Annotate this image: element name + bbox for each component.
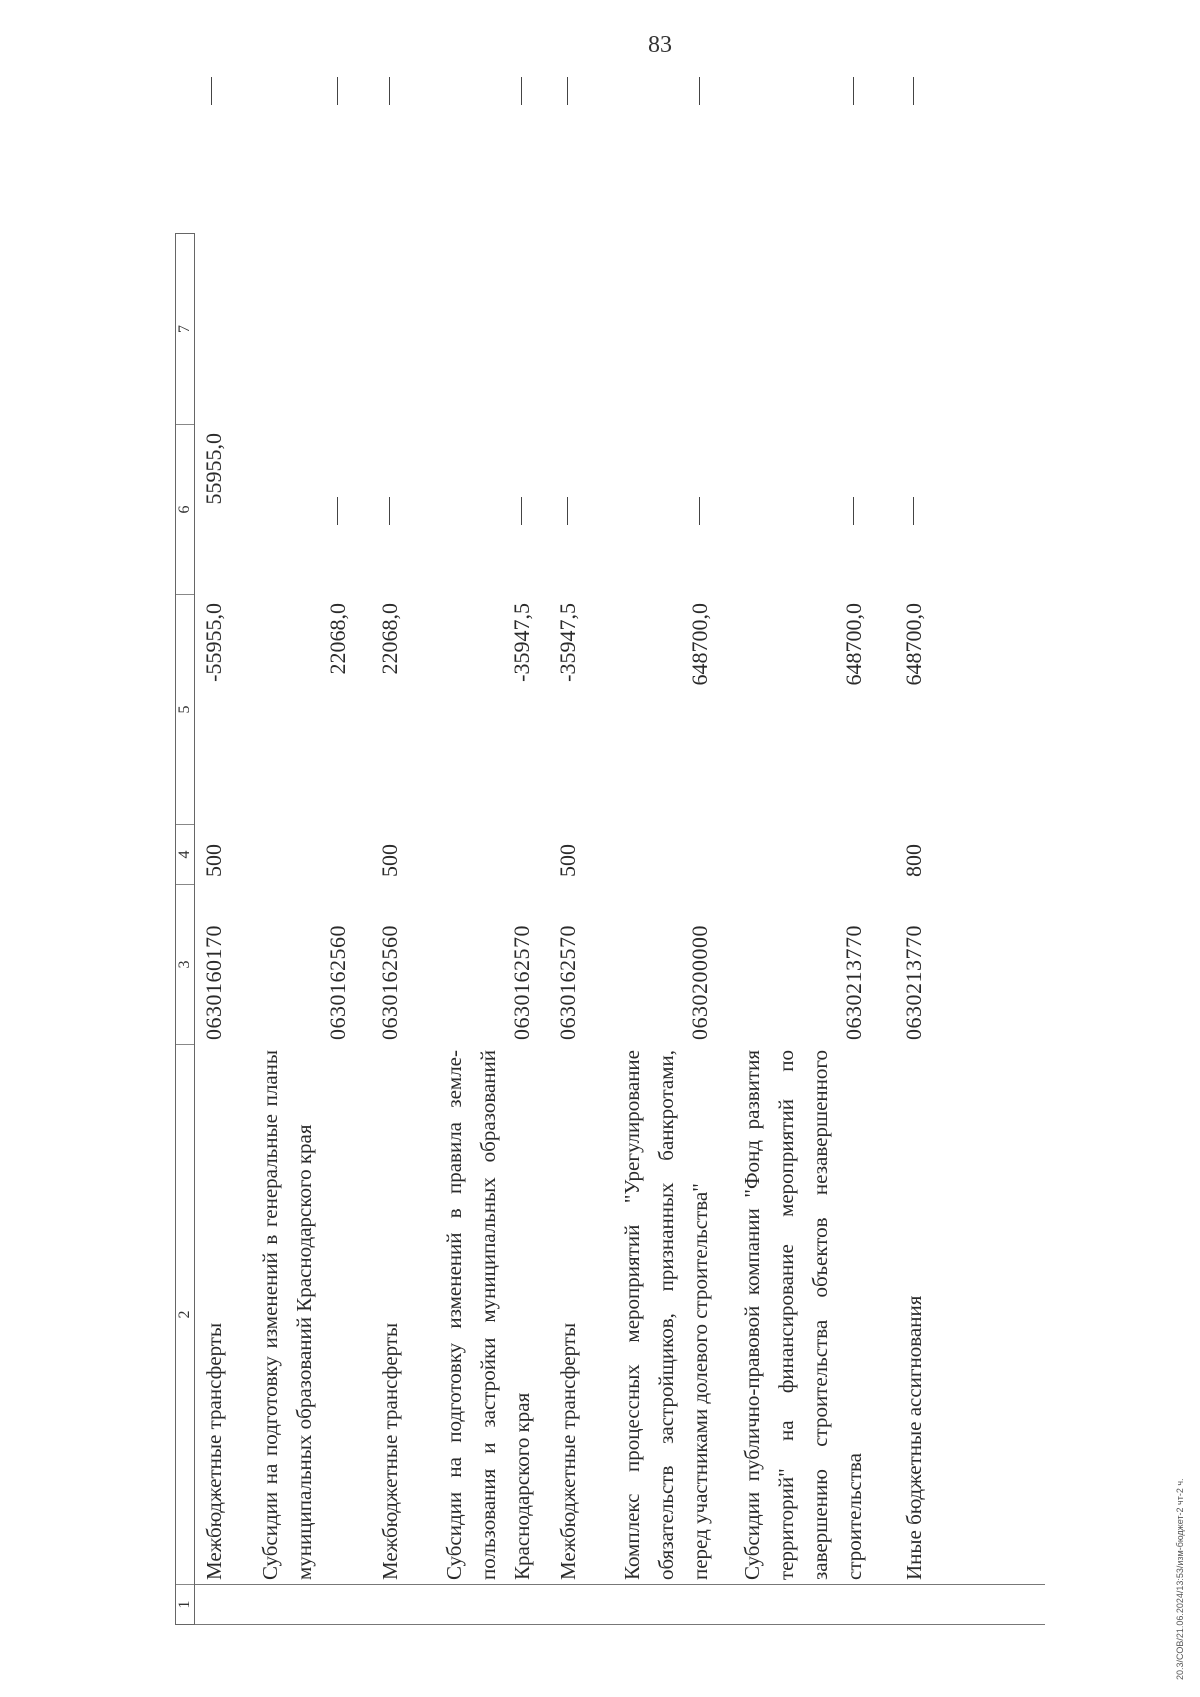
row-code: 0630200000 (687, 925, 712, 1040)
dash-mark (521, 497, 522, 525)
page-number: 83 (648, 32, 672, 58)
row-amount-col6: 55955,0 (201, 433, 226, 505)
row-name: Межбюджетные трансферты (202, 1322, 226, 1580)
header-col-7: 7 (176, 325, 193, 333)
header-col-5: 5 (176, 594, 194, 824)
dash-mark (567, 77, 568, 105)
row-code: 0630213770 (901, 925, 926, 1040)
row-amount-col5: 648700,0 (687, 603, 712, 686)
row-name: Иные бюджетные ассигнования (902, 1295, 926, 1580)
row-expense-type: 500 (201, 844, 226, 877)
table-column-divider (195, 1584, 1045, 1585)
row-name: Субсидии публично-правовой компании "Фонд развития территорий" на финансирование мероприятий по завершению строительства объектов незавершенного строительства (740, 1050, 866, 1580)
budget-table (175, 65, 1045, 1625)
dash-mark (853, 77, 854, 105)
row-name: Межбюджетные трансферты (378, 1322, 402, 1580)
row-code: 0630162560 (377, 925, 402, 1040)
row-expense-type: 800 (901, 844, 926, 877)
dash-mark (389, 77, 390, 105)
header-col-1: 1 (176, 1584, 194, 1624)
row-code: 0630213770 (841, 925, 866, 1040)
row-code: 0630160170 (201, 925, 226, 1040)
row-code: 0630162560 (325, 925, 350, 1040)
table-header (175, 233, 195, 1625)
dash-mark (337, 497, 338, 525)
row-code: 0630162570 (555, 925, 580, 1040)
table-left-border (195, 1624, 1045, 1625)
row-name: Комплекс процессных мероприятий "Урегулирование обязательств застройщиков, признанных банкротами, перед участниками долевого строительства" (620, 1050, 712, 1580)
dash-mark (913, 77, 914, 105)
row-amount-col5: 22068,0 (377, 603, 402, 675)
row-amount-col5: -55955,0 (201, 603, 226, 682)
dash-mark (211, 77, 212, 105)
header-col-2: 2 (176, 1044, 194, 1584)
row-amount-col5: 22068,0 (325, 603, 350, 675)
row-name: Субсидии на подготовку изменений в генеральные планы муниципальных образований Краснодарского края (258, 1050, 316, 1580)
header-col-6: 6 (176, 424, 194, 594)
footer-stamp: 20.3/СОВ/21.06.2024/13:53/изм-бюджет-2 чт-2 ч. (1175, 1478, 1185, 1680)
header-col-3: 3 (176, 884, 194, 1044)
dash-mark (913, 497, 914, 525)
row-expense-type: 500 (377, 844, 402, 877)
row-amount-col5: -35947,5 (555, 603, 580, 682)
row-expense-type: 500 (555, 844, 580, 877)
dash-mark (699, 497, 700, 525)
row-name: Межбюджетные трансферты (556, 1322, 580, 1580)
header-col-4: 4 (176, 824, 194, 884)
dash-mark (337, 77, 338, 105)
dash-mark (567, 497, 568, 525)
row-name: Субсидии на подготовку изменений в правила земле-пользования и застройки муниципальных образований Краснодарского края (442, 1050, 534, 1580)
dash-mark (853, 497, 854, 525)
row-amount-col5: 648700,0 (901, 603, 926, 686)
dash-mark (521, 77, 522, 105)
dash-mark (389, 497, 390, 525)
row-code: 0630162570 (509, 925, 534, 1040)
dash-mark (699, 77, 700, 105)
row-amount-col5: 648700,0 (841, 603, 866, 686)
row-amount-col5: -35947,5 (509, 603, 534, 682)
